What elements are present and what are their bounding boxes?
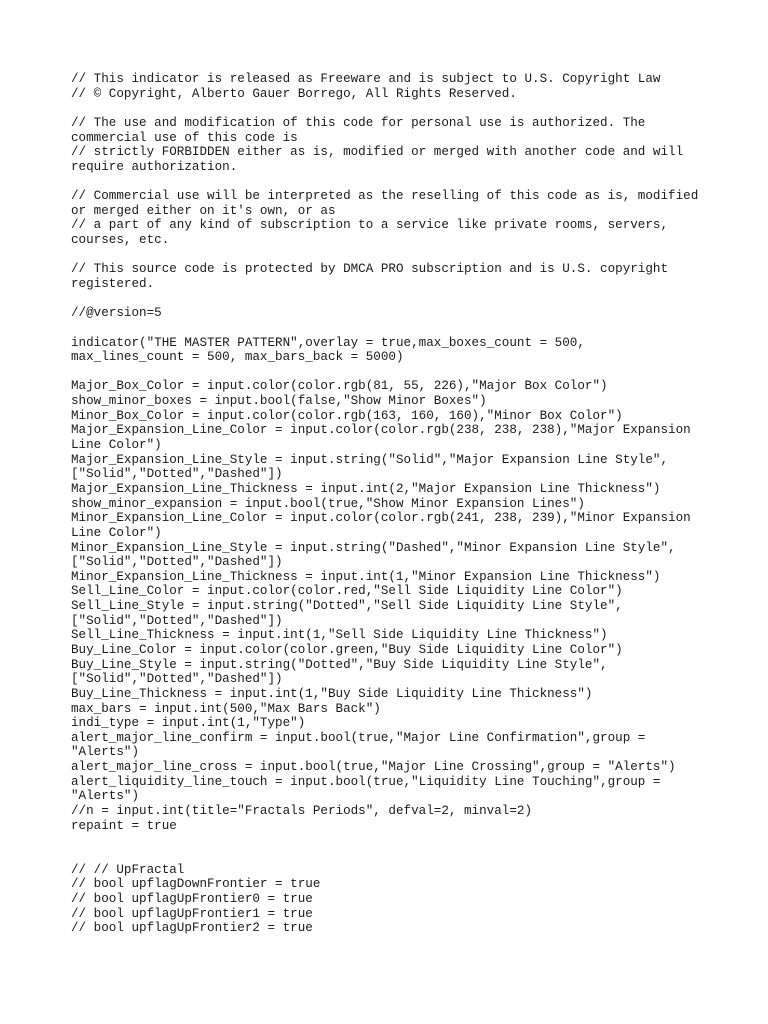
code-line: Buy_Line_Thickness = input.int(1,"Buy Side Liquidity Line Thickness") xyxy=(71,686,593,701)
code-line: //@version=5 xyxy=(71,306,162,321)
code-line: Major_Expansion_Line_Thickness = input.int(2,"Major Expansion Line Thickness") xyxy=(71,481,661,496)
blank-line xyxy=(71,833,711,848)
blank-line xyxy=(71,321,711,336)
code-line: // The use and modification of this code for personal use is authorized. The xyxy=(71,115,646,130)
code-line: // // UpFractal xyxy=(71,862,185,877)
code-line: "Alerts") xyxy=(71,789,140,804)
code-line: indicator("THE MASTER PATTERN",overlay = true,max_boxes_count = 500, xyxy=(71,335,585,350)
code-line: alert_major_line_cross = input.bool(true,"Major Line Crossing",group = "Alerts") xyxy=(71,760,676,775)
code-line: ["Solid","Dotted","Dashed"]) xyxy=(71,613,283,628)
code-line: // bool upflagUpFrontier1 = true xyxy=(71,906,313,921)
code-line: // a part of any kind of subscription to a service like private rooms, servers, xyxy=(71,218,669,233)
code-line: // Commercial use will be interpreted as the reselling of this code as is, modified xyxy=(71,189,699,204)
code-line: repaint = true xyxy=(71,818,177,833)
blank-line xyxy=(71,248,711,263)
code-line: ["Solid","Dotted","Dashed"]) xyxy=(71,672,283,687)
code-line: Major_Box_Color = input.color(color.rgb(81, 55, 226),"Major Box Color") xyxy=(71,379,608,394)
code-line: show_minor_boxes = input.bool(false,"Show Minor Boxes") xyxy=(71,394,487,409)
code-line: Major_Expansion_Line_Color = input.color(color.rgb(238, 238, 238),"Major Expansion xyxy=(71,423,691,438)
code-line: Minor_Box_Color = input.color(color.rgb(163, 160, 160),"Minor Box Color") xyxy=(71,408,623,423)
blank-line xyxy=(71,365,711,380)
code-line: Sell_Line_Style = input.string("Dotted","Sell Side Liquidity Line Style", xyxy=(71,599,623,614)
code-line: Sell_Line_Thickness = input.int(1,"Sell Side Liquidity Line Thickness") xyxy=(71,628,608,643)
code-line: // strictly FORBIDDEN either as is, modified or merged with another code and will xyxy=(71,145,684,160)
code-line: Buy_Line_Color = input.color(color.green,"Buy Side Liquidity Line Color") xyxy=(71,642,623,657)
code-line: Buy_Line_Style = input.string("Dotted","Buy Side Liquidity Line Style", xyxy=(71,657,608,672)
code-line: alert_major_line_confirm = input.bool(true,"Major Line Confirmation",group = xyxy=(71,730,646,745)
code-line: // This indicator is released as Freeware and is subject to U.S. Copyright Law xyxy=(71,72,661,86)
code-line: commercial use of this code is xyxy=(71,130,298,145)
blank-line xyxy=(71,848,711,863)
blank-line xyxy=(71,101,711,116)
code-line: show_minor_expansion = input.bool(true,"Show Minor Expansion Lines") xyxy=(71,496,585,511)
code-line: Line Color") xyxy=(71,525,162,540)
code-line: "Alerts") xyxy=(71,745,140,760)
code-line: Minor_Expansion_Line_Thickness = input.int(1,"Minor Expansion Line Thickness") xyxy=(71,569,661,584)
code-line: // © Copyright, Alberto Gauer Borrego, All Rights Reserved. xyxy=(71,86,517,101)
code-line: registered. xyxy=(71,276,155,291)
code-line: Sell_Line_Color = input.color(color.red,"Sell Side Liquidity Line Color") xyxy=(71,584,623,599)
code-line: courses, etc. xyxy=(71,233,170,248)
code-line: // bool upflagDownFrontier = true xyxy=(71,877,321,892)
code-line: // This source code is protected by DMCA PRO subscription and is U.S. copyright xyxy=(71,262,669,277)
code-line: Minor_Expansion_Line_Color = input.color(color.rgb(241, 238, 239),"Minor Expansion xyxy=(71,511,691,526)
code-line: Line Color") xyxy=(71,438,162,453)
code-line: indi_type = input.int(1,"Type") xyxy=(71,716,306,731)
code-line: //n = input.int(title="Fractals Periods", defval=2, minval=2) xyxy=(71,804,533,819)
code-line: or merged either on it's own, or as xyxy=(71,203,336,218)
code-line: max_lines_count = 500, max_bars_back = 5000) xyxy=(71,350,404,365)
code-line: // bool upflagUpFrontier2 = true xyxy=(71,921,313,936)
code-line: max_bars = input.int(500,"Max Bars Back") xyxy=(71,701,381,716)
code-line: ["Solid","Dotted","Dashed"]) xyxy=(71,467,283,482)
code-line: ["Solid","Dotted","Dashed"]) xyxy=(71,555,283,570)
code-line: alert_liquidity_line_touch = input.bool(true,"Liquidity Line Touching",group = xyxy=(71,774,661,789)
code-text-block xyxy=(71,72,711,936)
blank-line xyxy=(71,292,711,307)
code-line: Major_Expansion_Line_Style = input.string("Solid","Major Expansion Line Style", xyxy=(71,452,669,467)
blank-line xyxy=(71,174,711,189)
code-line: // bool upflagUpFrontier0 = true xyxy=(71,891,313,906)
code-line: require authorization. xyxy=(71,159,238,174)
code-line: Minor_Expansion_Line_Style = input.string("Dashed","Minor Expansion Line Style", xyxy=(71,540,676,555)
